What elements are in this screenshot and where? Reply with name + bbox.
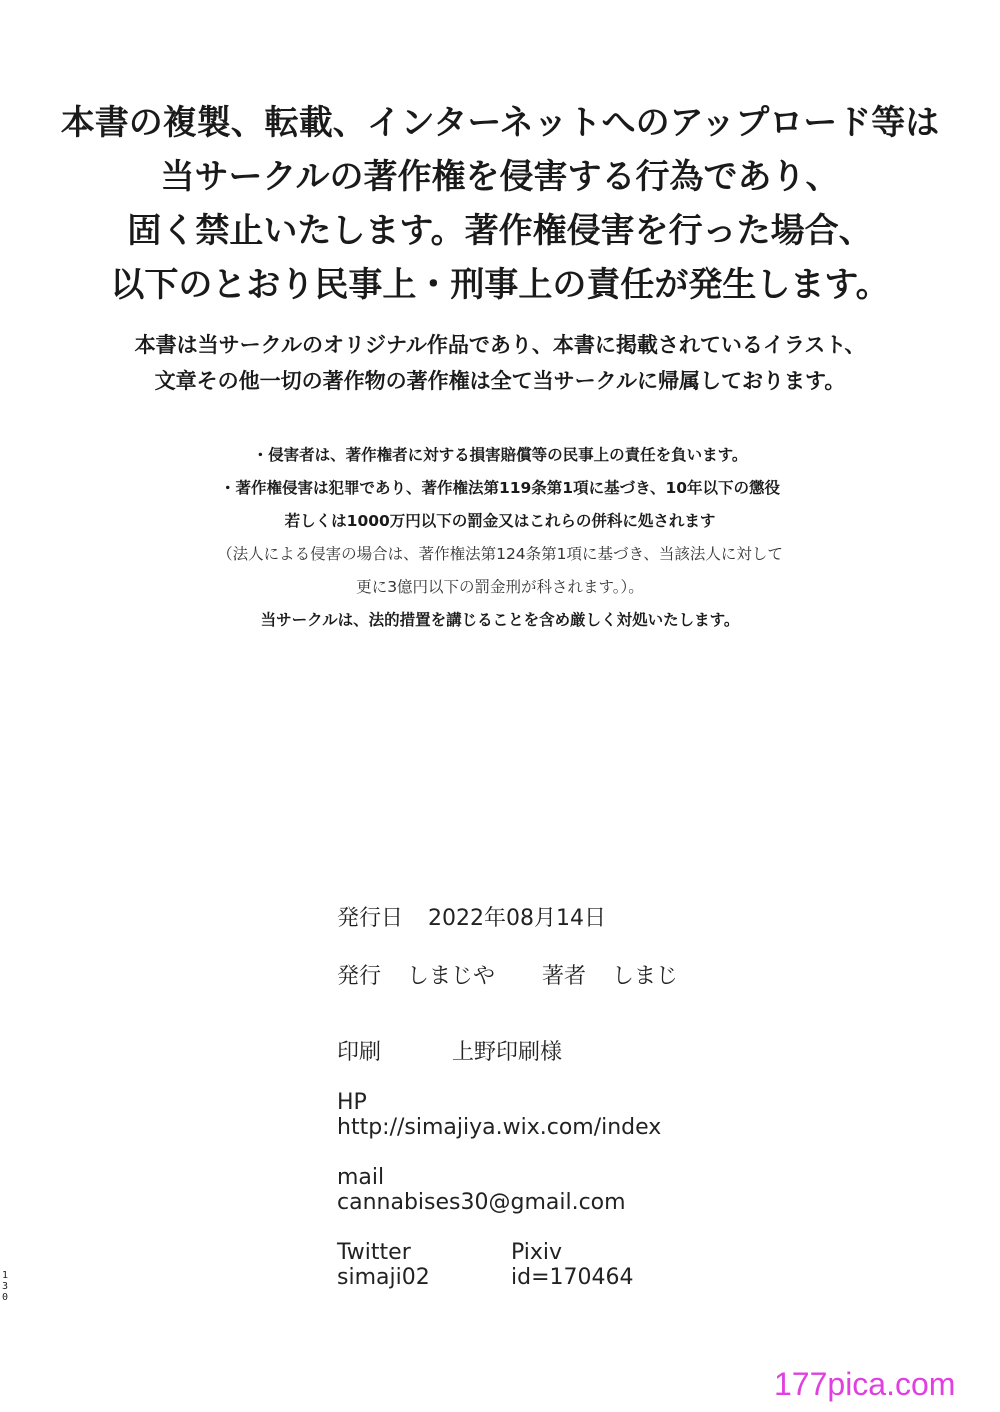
publisher-row	[337, 964, 679, 990]
mail-label: mail	[337, 1165, 385, 1190]
publisher-value: しまじや	[407, 964, 496, 989]
twitter-row	[337, 1240, 563, 1266]
warning-line: 当サークルの著作権を侵害する行為であり、	[160, 157, 840, 197]
copyright-line: 本書は当サークルのオリジナル作品であり、本書に掲載されているイラスト、	[134, 333, 866, 357]
issue-date-row	[337, 906, 606, 932]
penalty-line: 当サークルは、法的措置を講じることを含め厳しく対処いたします。	[260, 611, 740, 629]
printer-value: 上野印刷様	[452, 1040, 563, 1065]
page-number-digit: 0	[1, 1292, 9, 1303]
page-number	[0, 1270, 10, 1303]
publisher-label: 発行	[337, 964, 382, 989]
copyright-statement	[0, 327, 1000, 399]
issue-date-value: 2022年08月14日	[428, 906, 606, 931]
twitter-pixiv-row	[337, 1265, 634, 1291]
penalty-line: （法人による侵害の場合は、著作権法第124条第1項に基づき、当該法人に対して	[217, 545, 783, 563]
twitter-label: Twitter	[337, 1240, 411, 1265]
penalty-line: ・侵害者は、著作権者に対する損害賠償等の民事上の責任を負います。	[252, 446, 748, 464]
warning-line: 以下のとおり民事上・刑事上の責任が発生します。	[110, 265, 890, 305]
penalty-line: 若しくは1000万円以下の罰金又はこれらの併科に処されます	[284, 512, 716, 530]
penalty-line: 更に3億円以下の罰金刑が科されます。）。	[356, 578, 644, 596]
printer-row	[337, 1040, 563, 1066]
twitter-handle[interactable]: simaji02	[337, 1265, 430, 1290]
penalty-notice	[0, 439, 1000, 637]
hp-label: HP	[337, 1090, 367, 1115]
author-label: 著者	[542, 964, 587, 989]
page-number-digit: 3	[1, 1281, 9, 1292]
issue-date-label: 発行日	[337, 906, 404, 931]
warning-line: 本書の複製、転載、インターネットへのアップロード等は	[60, 103, 940, 143]
mail-address[interactable]: cannabises30@gmail.com	[337, 1190, 626, 1215]
copyright-line: 文章その他一切の著作物の著作権は全て当サークルに帰属しております。	[154, 369, 846, 393]
site-watermark: 177pica.com	[774, 1366, 956, 1402]
hp-url[interactable]: http://simajiya.wix.com/index	[337, 1115, 662, 1140]
warning-line: 固く禁止いたします。著作権侵害を行った場合、	[127, 211, 873, 251]
penalty-line: ・著作権侵害は犯罪であり、著作権法第119条第1項に基づき、10年以下の懲役	[219, 479, 781, 497]
copyright-warning	[0, 96, 1000, 312]
pixiv-label: Pixiv	[511, 1240, 563, 1265]
printer-label: 印刷	[337, 1040, 382, 1065]
author-value: しまじ	[612, 964, 679, 989]
pixiv-id[interactable]: id=170464	[511, 1265, 634, 1290]
page-number-digit: 1	[1, 1270, 9, 1281]
